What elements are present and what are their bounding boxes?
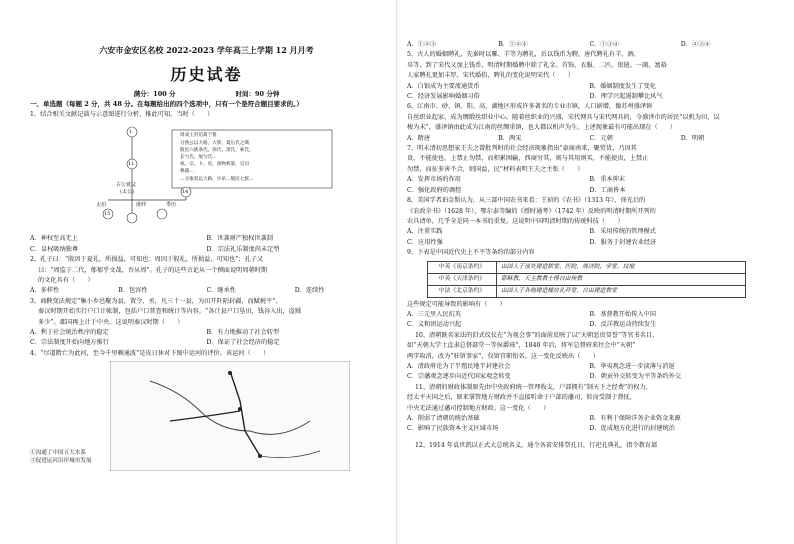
table-row bbox=[428, 273, 746, 285]
option-d[interactable]: D．工商皆本 bbox=[589, 186, 626, 194]
node-label: 15 bbox=[104, 211, 111, 218]
question-12: 12、1914 年袁世凯以正式大总统名义，通令各省安排祭孔日，行祀孔典礼，指令教育部 bbox=[415, 441, 658, 449]
table-row bbox=[428, 285, 746, 297]
option-d[interactable]: D．明朝 bbox=[680, 134, 705, 142]
q4-options bbox=[407, 40, 772, 50]
quote-line: 殷民六族条氏、徐氏、萧氏、索氏、 bbox=[180, 147, 254, 153]
quote-line: …分康叔以大路、少帛…殷民七族… bbox=[180, 176, 254, 182]
question-3-line: 多少”。郡国再上计于中央。这说明秦汉时期（ ） bbox=[38, 318, 184, 326]
option-a[interactable]: A．三元里人民抗英 bbox=[407, 310, 461, 318]
quote-line: 彝器… bbox=[180, 169, 194, 175]
option-b[interactable]: B．有利于保障洋务企业资金来源 bbox=[589, 415, 681, 422]
option-c[interactable]: C．继承性 bbox=[206, 287, 236, 295]
question-10-line: 10、清朝既名家法的旧式仪仗在“为视会事”的面前反映了以“天朝恶贵显誉”等官书名目， bbox=[415, 331, 659, 339]
exam-header: 六安市金安区名校 2022-2023 学年高三上学期 12 月月考 bbox=[99, 45, 314, 55]
branch-label: 季历 bbox=[166, 202, 177, 209]
q11-options bbox=[407, 414, 772, 435]
option-d[interactable]: D．朝贡外交转变为平等条约外交 bbox=[589, 373, 682, 381]
option-d[interactable]: D．宗法礼乐制度尚未定型 bbox=[206, 245, 280, 253]
treaty-name: 中法《北京条约》 bbox=[428, 285, 497, 297]
exam-meta bbox=[30, 89, 383, 99]
question-2-line: 2、孔子曰：“殷因于夏礼，所损益，可知也；周因于殷礼，所损益，可知也”；孔子又 bbox=[30, 256, 264, 264]
question-10-line: 两字取消，改为“驻留事家”，仅留官职衔名。这一变化反映出（ ） bbox=[407, 352, 599, 360]
option-b[interactable]: B．华夷观念进一步淡薄与消退 bbox=[589, 362, 675, 370]
treaty-clause: 由国人于该处建造数堂、医院、周济院、学堂、坟地 bbox=[497, 261, 746, 273]
option-b[interactable]: B．采用传统的管理模式 bbox=[589, 228, 656, 236]
option-c[interactable]: C．强化政府的调控 bbox=[407, 186, 462, 194]
option-a[interactable]: A．清政府沦为了半殖民地半封建社会 bbox=[407, 362, 511, 370]
ancestor-label: 古公亶父 bbox=[116, 182, 137, 189]
option-d[interactable]: D．保证了社会经济的稳定 bbox=[206, 339, 280, 347]
question-9-after: 这些规定可能导致的影响有（ ） bbox=[407, 300, 506, 308]
grand-canal-map bbox=[110, 361, 350, 471]
question-2-line: 的文化具有（ ） bbox=[38, 277, 94, 285]
option-c[interactable]: C．义和团运动兴起 bbox=[407, 321, 462, 329]
option-d[interactable]: D．促成地方化进行的封建统治 bbox=[589, 425, 675, 433]
option-a[interactable]: A．白银成为主要流通货币 bbox=[407, 82, 480, 90]
question-6-line: 梭为未”，盛泽镇由此成为江南的丝绸重镇，也大都以机声为生。上述现象最有可能出现在（ ） bbox=[407, 124, 677, 132]
quote-line: 长勺氏、尾勺氏… bbox=[180, 155, 217, 161]
option-d[interactable]: D．连续性 bbox=[294, 287, 325, 295]
question-6-line: 自丝织业起家，成为绸缎丝织业中心。随着丝织业的兴盛，宋代网具与宋代网具的，今盛泽市的居民“以机为田，以 bbox=[407, 113, 720, 121]
option-a[interactable]: A．利于社会统治秩序的稳定 bbox=[30, 329, 109, 337]
q7-options bbox=[407, 175, 772, 196]
treaty-name: 中英《南京条约》 bbox=[428, 261, 497, 273]
option-a[interactable]: A．发挥市场的作用 bbox=[407, 176, 461, 184]
table-row bbox=[428, 261, 746, 273]
question-5-line: 5、古人的婚姻聘礼，先秦时以雁、羊等为聘礼，后以钱币为聘，唐代聘礼有羊、酒、 bbox=[407, 51, 640, 59]
node-label: 1 bbox=[129, 129, 133, 136]
question-6-line: 6、江南市、砂、镇、阳、高、湖地区形成许多著名的专业市镇，人口剧增，像苏州盛泽镇 bbox=[407, 103, 653, 111]
branch-label: 太伯 bbox=[96, 202, 107, 209]
question-1: 1、结合相关文献记载与示意图进行分析，推此可知，当时（ ） bbox=[30, 111, 214, 118]
option-c[interactable]: C．①③④ bbox=[589, 41, 619, 48]
question-7-line: 7、明末清初思想家王夫之曾批判时的社会经济现象指出“豪商南来，聚贸货，乃因其 bbox=[407, 145, 637, 153]
q9-options bbox=[407, 310, 772, 331]
option-a[interactable]: A．多样性 bbox=[30, 287, 60, 295]
option-b[interactable]: B．包容性 bbox=[118, 287, 148, 295]
question-11-line: 11、清朝的财政体制原先由中央政府统一管理收支，户部拥有“制天下之经费”的权力， bbox=[415, 383, 652, 391]
option-b[interactable]: B．世袭财产独权世袭制 bbox=[206, 235, 273, 243]
quote-line: 祝、宗、卜、史，备物典策，官司 bbox=[180, 162, 249, 168]
canal-map-drawing bbox=[110, 361, 350, 471]
q1-genealogy-diagram bbox=[36, 122, 383, 232]
branch-label: 虞仲 bbox=[136, 202, 147, 209]
question-10-line: 如“天朝大学士直隶总督部堂一等侯爵琦”，1840 年后，将军总督府来往会中“天朝” bbox=[407, 342, 636, 350]
q8-options bbox=[407, 227, 772, 248]
quote-line: 周成王封伯禽于鲁 bbox=[180, 133, 217, 139]
option-b[interactable]: B．两宋 bbox=[498, 134, 522, 142]
option-d[interactable]: D．服务于封建农业经济 bbox=[589, 238, 657, 246]
q3-options bbox=[30, 328, 383, 349]
option-b[interactable]: B．①②④ bbox=[498, 41, 528, 48]
option-a[interactable]: A．隋唐 bbox=[407, 134, 431, 142]
option-d[interactable]: D．②③④ bbox=[680, 41, 711, 48]
question-7-line: 贵，不能使也，上禁止勿禁，而积累困输，西商穷其，则与其用则买，不能使贵，上禁止 bbox=[407, 155, 649, 163]
statement-1: ①沟通了中国五大水系 bbox=[30, 450, 86, 457]
option-c[interactable]: C．元朝 bbox=[589, 134, 613, 142]
option-b[interactable]: B．基督教开始传入中国 bbox=[589, 310, 656, 318]
quote-line: 分鲁公以大路，大旂，夏后氏之璜 bbox=[180, 140, 249, 146]
option-a[interactable]: A．注重实践 bbox=[407, 228, 443, 236]
question-5-line: 人家聘礼更加丰厚。宋代婚俗，聘礼的变化说明宋代（ ） bbox=[407, 72, 575, 80]
q1-quote bbox=[180, 132, 254, 182]
node-label: 11 bbox=[128, 161, 135, 168]
treaty-clause: 由国人于各地建造楼房礼拜堂，自由建造教堂 bbox=[497, 285, 746, 297]
question-4: 4、“尽道隋亡为此河，至今千里赖通波”是皮日休对下图中运河的评价。该运河（ ） bbox=[30, 349, 270, 357]
option-c[interactable]: C．宗法制度开始向地方推行 bbox=[30, 339, 109, 347]
question-8-line: 8、美国学者珀金斯认为，从三部中国农书来看：王祯的《农书》（1313 年）、徐光启的 bbox=[407, 197, 646, 205]
question-8-line: 《农政全书》（1628 年），鄂尔泰等编的《授时通考》（1742 年）反映的明清时期所开列的 bbox=[407, 207, 656, 215]
statement-3: ③促进运河沿岸城市发展 bbox=[30, 458, 92, 465]
option-a[interactable]: A．神权至高无上 bbox=[30, 235, 78, 243]
right-page bbox=[397, 0, 794, 544]
treaty-clause: 耶稣教、天主教教士得自由传教 bbox=[497, 273, 746, 285]
treaty-table bbox=[427, 261, 746, 298]
section-1-heading: 一、单选题（每题 2 分，共 48 分。在每题给出的四个选项中，只有一个是符合题目要求的。） bbox=[30, 100, 303, 108]
option-c[interactable]: C．宗藩观念逐步向近代国家观念转变 bbox=[407, 373, 511, 381]
option-b[interactable]: B．重本抑末 bbox=[589, 176, 625, 184]
exam-title: 历史试卷 bbox=[170, 65, 243, 84]
option-c[interactable]: C．应用性强 bbox=[407, 238, 443, 246]
option-b[interactable]: B．有力地推动了社会转型 bbox=[206, 329, 280, 337]
option-c[interactable]: C．影响了民族资本主义区域市场 bbox=[407, 425, 499, 433]
node-label: 14 bbox=[182, 189, 189, 196]
option-b[interactable]: B．婚姻制度发生了变化 bbox=[589, 82, 656, 90]
question-7-line: 勿禁，而征多害不合，则国益，民”材料表明王夫之主张（ ） bbox=[407, 165, 584, 173]
option-c[interactable]: C．皇权吸纳独尊 bbox=[30, 245, 79, 253]
question-3-line: 秦汉时期开始实行户口计帐制，包括户口普查和统计等内容。“各计县户口垦田，钱谷入出，盗贼 bbox=[38, 308, 302, 316]
option-a[interactable]: A．①②③ bbox=[407, 41, 437, 48]
ancestor-sub-label: (太公) bbox=[120, 189, 134, 196]
question-11-line: 中央无法通过藩司控制地方财政。这一变化（ ） bbox=[407, 404, 550, 412]
q1-options bbox=[30, 234, 383, 255]
full-score: 满分：100 分 bbox=[133, 90, 176, 98]
question-5-line: 帛等，到了宋代又加上钱币，明清时期婚聘中除了礼金、首饰、衣服、二匹、银链、一副，富裕 bbox=[407, 61, 667, 69]
question-3-line: 3、商鞅变法规定“集小乡邑聚为县，置令、丞，凡三十一县，为田开阡陌封疆，而赋税平”。 bbox=[30, 297, 282, 305]
q6-options bbox=[407, 134, 772, 144]
q2-options bbox=[30, 286, 383, 296]
option-d[interactable]: D．反洋教运动持续发生 bbox=[589, 321, 657, 329]
option-a[interactable]: A．削弱了清朝的统治基础 bbox=[407, 415, 480, 422]
q10-options bbox=[407, 362, 772, 383]
question-11-line: 经太平天国之后，原来掌管地方财政并不直接听命于户部的藩司，转而受制于督抚， bbox=[407, 394, 636, 402]
question-9: 9、下表是中国近代史上不平等条约的部分内容 bbox=[407, 249, 535, 257]
treaty-name: 中英《天津条约》 bbox=[428, 273, 497, 285]
option-c[interactable]: C．经济发展影响婚姻习俗 bbox=[407, 93, 480, 101]
q5-options bbox=[407, 82, 772, 103]
question-8-line: 农具清单，几乎全是同一本书的重复。这说明中国明清时期的传统科技（ ） bbox=[407, 217, 624, 225]
exam-time: 时间：90 分钟 bbox=[235, 90, 280, 98]
option-d[interactable]: D．理学兴起遏制攀比风气 bbox=[589, 93, 663, 101]
question-2-line: 曰：“周监于二代，郁郁乎文哉，吾从周”。孔子的这些言论从一个侧面说明周朝时期 bbox=[38, 266, 268, 274]
